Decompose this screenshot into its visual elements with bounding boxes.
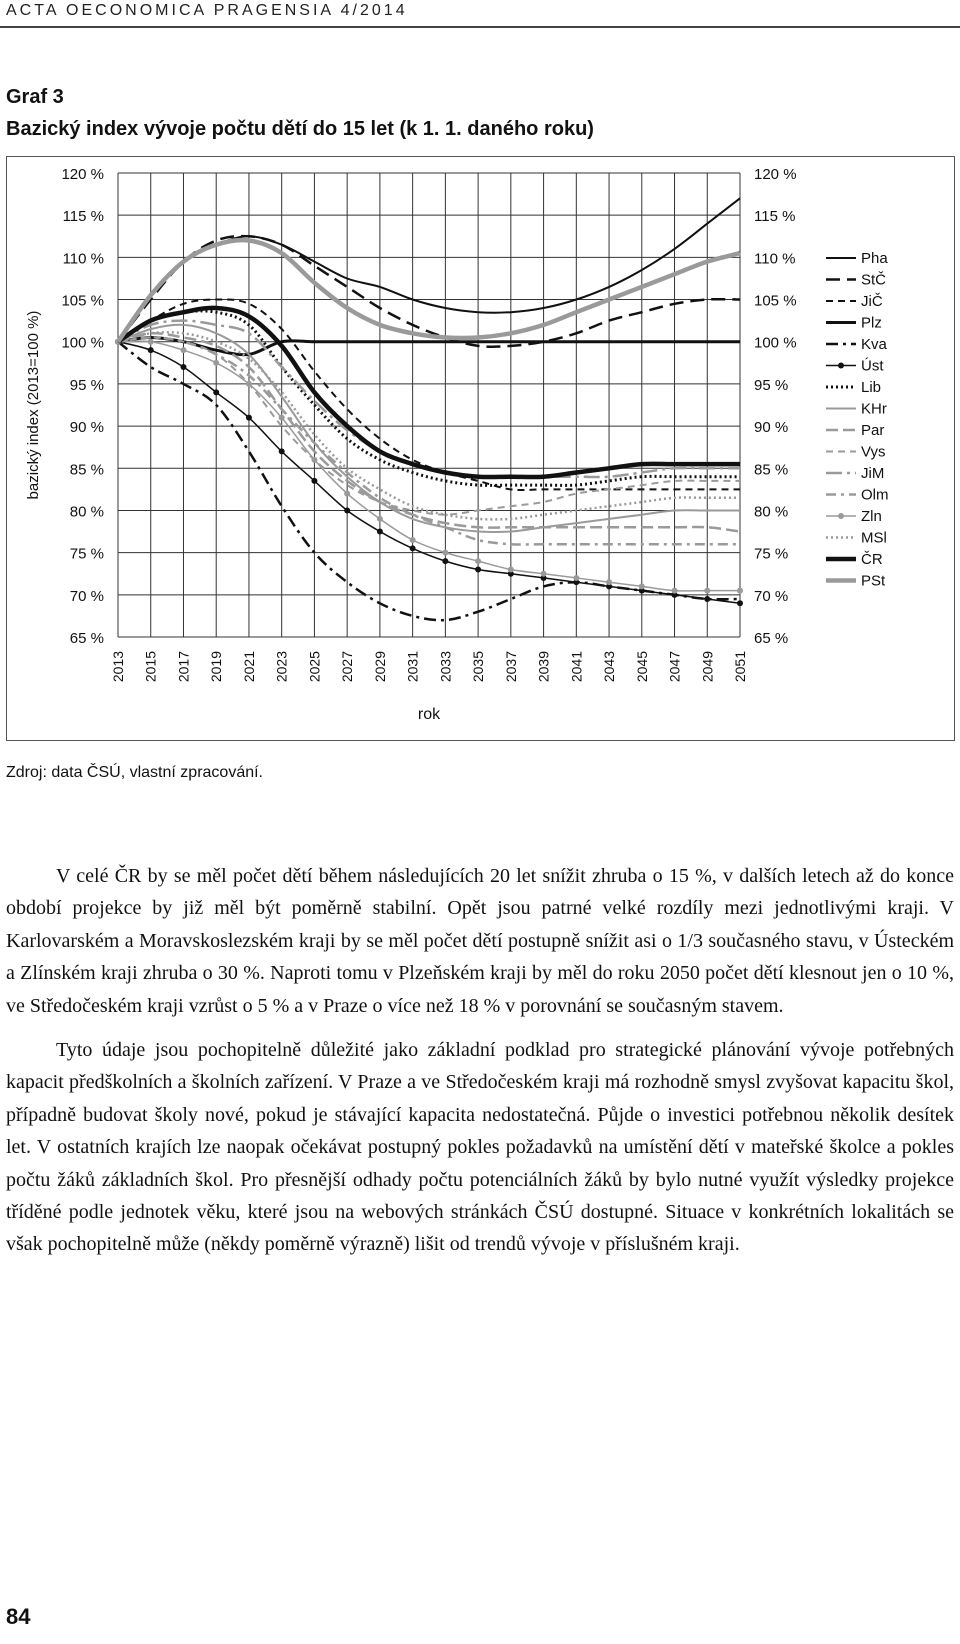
x-axis-title: rok: [417, 706, 441, 723]
x-tick-label: 2039: [535, 651, 552, 683]
x-tick-label: 2041: [568, 651, 585, 683]
y-tick-label-left: 70 %: [69, 587, 104, 605]
y-tick-label-right: 120 %: [754, 166, 797, 183]
legend-label-kva: Kva: [861, 336, 887, 353]
figure-source: Zdroj: data ČSÚ, vlastní zpracování.: [6, 764, 263, 781]
series-point-zln: [344, 491, 350, 497]
series-point-zln: [672, 588, 678, 594]
y-tick-label-right: 80 %: [754, 503, 789, 521]
legend-label-úst: Úst: [861, 357, 884, 375]
series-point-zln: [606, 579, 612, 585]
y-tick-label-left: 65 %: [69, 630, 104, 647]
legend-label-msl: MSl: [861, 529, 887, 547]
journal-header: ACTA OECONOMICA PRAGENSIA 4/2014: [6, 2, 408, 19]
y-tick-label-left: 90 %: [69, 419, 104, 437]
y-tick-label-left: 75 %: [69, 545, 104, 563]
legend-label-stč: StČ: [861, 271, 887, 289]
series-point-zln: [508, 567, 514, 573]
x-tick-label: 2043: [601, 651, 618, 683]
series-point-úst: [737, 600, 743, 606]
x-tick-label: 2019: [208, 651, 225, 683]
x-tick-label: 2031: [404, 651, 421, 683]
legend-marker-zln: [838, 513, 844, 519]
y-axis-title: bazický index (2013=100 %): [25, 310, 42, 500]
y-tick-label-left: 80 %: [69, 503, 104, 521]
x-tick-label: 2049: [699, 651, 716, 683]
series-point-úst: [213, 389, 219, 395]
y-tick-label-left: 100 %: [61, 334, 104, 352]
x-tick-label: 2029: [371, 651, 388, 683]
legend-label-vys: Vys: [861, 443, 886, 461]
legend-label-jim: JiM: [861, 465, 885, 482]
y-tick-label-right: 70 %: [754, 587, 789, 605]
y-tick-label-right: 90 %: [754, 419, 789, 437]
series-point-zln: [279, 415, 285, 421]
series-point-zln: [573, 575, 579, 581]
series-line-stč: [118, 236, 740, 347]
paragraph-1: V celé ČR by se měl počet dětí během následujících 20 let snížit zhruba o 15 %, v dalších letech až do konce období projekce by již měl být poměrně stabilní. Opět jsou patrné velké rozdíly mezi jednotlivými kraji. V Karlovarském a Moravskoslezském kraji by se měl počet dětí postupně snížit asi o 1/3 současného stavu, v Ústeckém a Zlínském kraji zhruba o 30 %. Naproti tomu v Plzeňském kraji by měl do roku 2050 počet dětí klesnout jen o 10 %, ve Středočeském kraji vzrůst o 5 % a v Praze o více než 18 % v porovnání se současným stavem.: [6, 865, 954, 1017]
x-tick-label: 2017: [175, 651, 192, 683]
legend-label-pst: PSt: [861, 572, 886, 590]
x-tick-label: 2015: [142, 651, 159, 683]
series-point-zln: [246, 381, 252, 387]
series-line-khr: [118, 325, 740, 532]
series-point-zln: [213, 360, 219, 366]
x-tick-label: 2051: [732, 651, 748, 683]
x-tick-label: 2025: [306, 651, 323, 683]
y-tick-label-right: 110 %: [754, 250, 796, 268]
y-tick-label-left: 105 %: [61, 292, 104, 310]
x-tick-label: 2013: [110, 651, 126, 683]
series-point-úst: [246, 415, 252, 421]
x-tick-label: 2023: [273, 651, 290, 683]
x-tick-label: 2027: [339, 651, 356, 683]
series-point-zln: [148, 339, 154, 345]
paragraph-2: Tyto údaje jsou pochopitelně důležité jako základní podklad pro strategické plánování vývoje potřebných kapacit předškolních a školních zařízení. V Praze a ve Středočeském kraji má rozhodně smysl zvyšovat kapacitu škol, případně budovat školy nové, pokud je stávající kapacita nedostatečná. Půjde o investici potřebnou několik desítek let. V ostatních krajích lze naopak očekávat postupný pokles požadavků na umístění dětí v mateřské školce a pokles počtu žáků základních škol. Pro přesnější odhady počtu potenciálních žáků by bylo nutné využít výsledky projekce tříděné podle jednotek věku, které jsou na webových stránkách ČSÚ dostupné. Situace v konkrétních lokalitách se však pochopitelně může (někdy poměrně výrazně) lišit od trendů vývoje v příslušném kraji.: [6, 1039, 954, 1256]
series-line-pst: [118, 240, 740, 342]
x-tick-label: 2045: [633, 651, 650, 683]
series-point-zln: [442, 550, 448, 556]
series-line-pha: [118, 198, 740, 341]
legend-label-par: Par: [861, 422, 885, 439]
y-tick-label-right: 95 %: [754, 376, 789, 394]
figure-title: Bazický index vývoje počtu dětí do 15 let (k 1. 1. daného roku): [6, 118, 594, 140]
series-point-úst: [410, 545, 416, 551]
series-point-úst: [475, 567, 481, 573]
article-body: [6, 860, 954, 1273]
x-tick-label: 2035: [470, 651, 487, 683]
series-point-úst: [279, 448, 285, 454]
series-point-úst: [344, 507, 350, 513]
series-line-čr: [118, 308, 740, 477]
series-point-úst: [377, 529, 383, 535]
y-tick-label-right: 85 %: [754, 461, 789, 479]
series-point-úst: [180, 364, 186, 370]
series-point-zln: [311, 457, 317, 463]
series-point-zln: [737, 588, 743, 594]
series-point-zln: [639, 583, 645, 589]
y-tick-label-left: 115 %: [62, 208, 104, 226]
y-tick-label-left: 85 %: [69, 461, 104, 479]
legend-label-lib: Lib: [861, 379, 882, 396]
series-point-zln: [541, 571, 547, 577]
legend-label-pha: Pha: [861, 250, 888, 267]
header-rule: [0, 26, 960, 28]
series-point-zln: [704, 588, 710, 594]
series-line-jič: [118, 299, 740, 490]
series-point-úst: [311, 478, 317, 484]
y-tick-label-right: 105 %: [754, 292, 797, 310]
legend-label-olm: Olm: [861, 486, 889, 504]
series-point-zln: [410, 537, 416, 543]
chart-container: [6, 156, 956, 742]
legend-label-plz: Plz: [861, 314, 882, 332]
line-chart: [6, 156, 956, 742]
y-tick-label-left: 110 %: [62, 250, 104, 268]
series-point-úst: [704, 596, 710, 602]
legend-label-jič: JiČ: [861, 293, 883, 310]
x-tick-label: 2037: [502, 651, 519, 683]
legend-label-čr: ČR: [861, 551, 883, 568]
page-number: 84: [6, 1604, 31, 1629]
figure-label: Graf 3: [6, 86, 64, 108]
y-tick-label-right: 75 %: [754, 545, 789, 563]
y-tick-label-left: 120 %: [61, 166, 104, 183]
legend-marker-úst: [838, 363, 844, 369]
series-point-úst: [442, 558, 448, 564]
x-tick-label: 2021: [240, 651, 257, 683]
series-point-zln: [377, 516, 383, 522]
x-tick-label: 2047: [666, 651, 683, 683]
y-tick-label-right: 100 %: [754, 334, 797, 352]
y-tick-label-left: 95 %: [69, 376, 104, 394]
y-tick-label-right: 65 %: [754, 630, 789, 647]
series-point-úst: [148, 347, 154, 353]
y-tick-label-right: 115 %: [754, 208, 796, 226]
x-tick-label: 2033: [437, 651, 454, 683]
series-line-par: [118, 333, 740, 531]
legend-label-zln: Zln: [861, 508, 882, 525]
series-point-zln: [475, 558, 481, 564]
series-point-zln: [180, 347, 186, 353]
legend-label-khr: KHr: [861, 400, 887, 418]
